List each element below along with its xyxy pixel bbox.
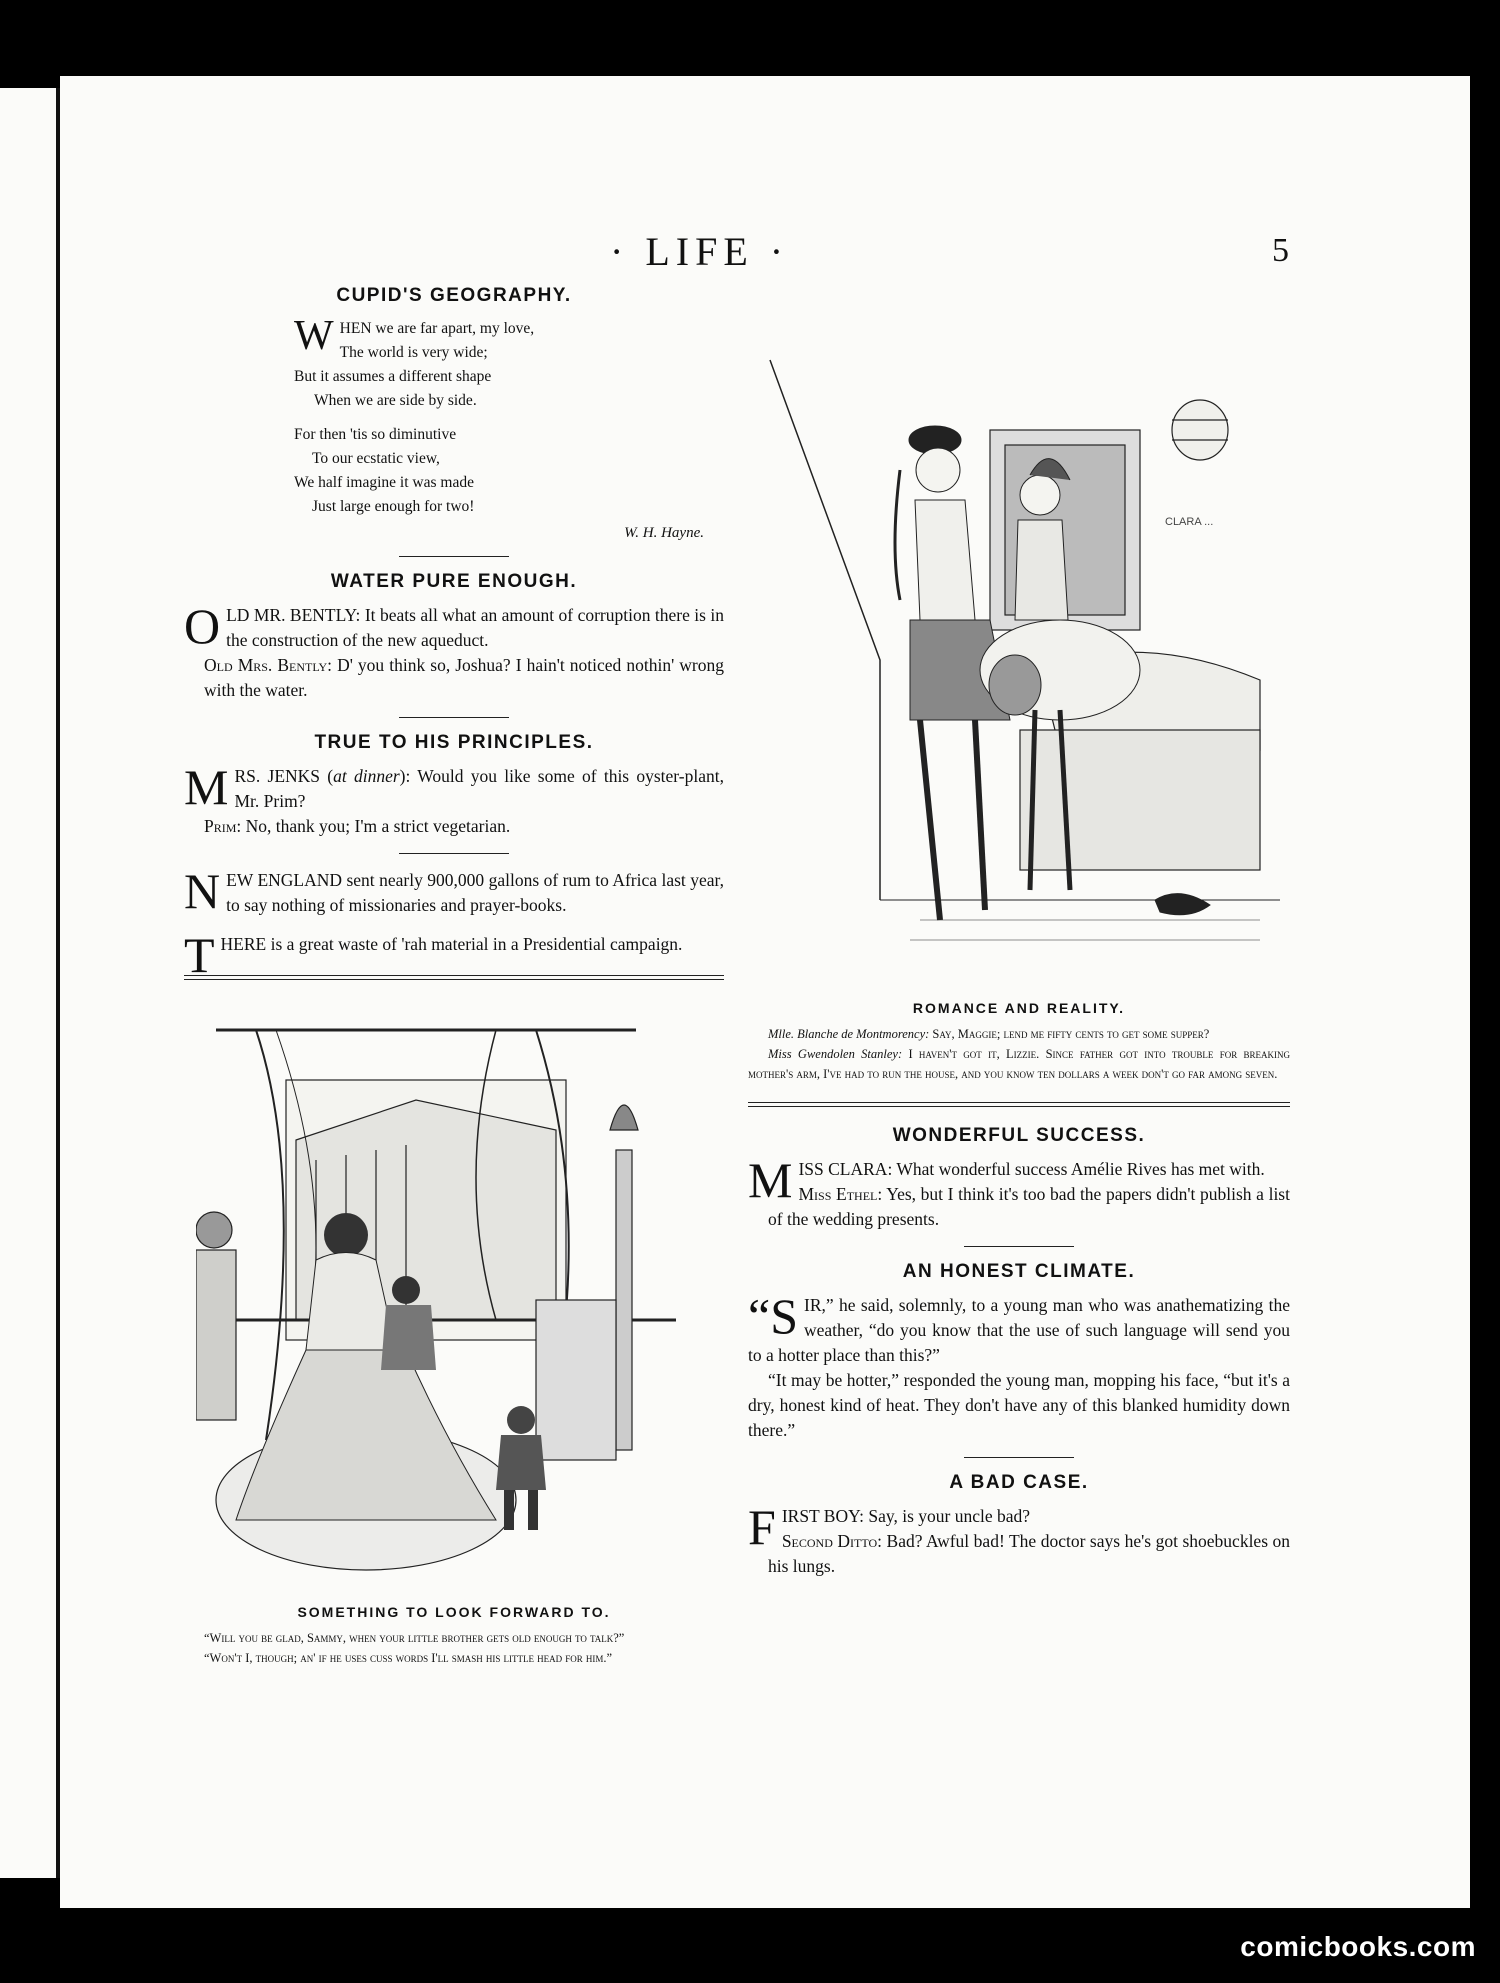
poem-line: Just large enough for two! xyxy=(312,498,475,515)
speaker: Miss Gwendolen Stanley: xyxy=(768,1047,903,1061)
wonderful-success-title: WONDERFUL SUCCESS. xyxy=(892,1125,1146,1146)
caption-line: “Won't I, though; an' if he uses cuss words I'll smash his little head for him.” xyxy=(204,1651,613,1665)
speaker: Mlle. Blanche de Montmorency: xyxy=(768,1027,930,1041)
text: IRST BOY: Say, is your uncle bad? xyxy=(781,1506,1031,1526)
caption-line xyxy=(748,1044,1290,1084)
something-forward-title: SOMETHING TO LOOK FORWARD TO. xyxy=(297,1604,611,1620)
romance-reality-title: ROMANCE AND REALITY. xyxy=(912,1000,1126,1016)
water-pure-title: WATER PURE ENOUGH. xyxy=(330,571,578,592)
spine-page-edge xyxy=(0,88,60,1878)
water-pure-p1-text: LD MR. BENTLY: It beats all what an amount of corruption there is in the construction of the new aqueduct. xyxy=(226,605,724,650)
poem-line: When we are side by side. xyxy=(314,392,477,409)
text: Bad? Awful bad! The doctor says he's got shoebuckles on his lungs. xyxy=(768,1531,1291,1576)
cupids-geography-title: CUPID'S GEOGRAPHY. xyxy=(336,285,572,306)
text: IR,” he said, solemnly, to a young man who was anathematizing the weather, “do you know that the use of such language will send you to a hotter place than this?” xyxy=(748,1295,1290,1365)
caption-line xyxy=(748,1024,1290,1044)
page-number: 5 xyxy=(1272,232,1289,269)
dropcap-o: O xyxy=(184,598,221,654)
double-rule xyxy=(748,1102,1290,1107)
true-principles-p2 xyxy=(184,814,724,839)
honest-climate-p2: “It may be hotter,” responded the young man, mopping his face, “but it's a dry, honest kind of heat. They don't have any of this blanked humidity down there.” xyxy=(748,1370,1290,1440)
double-rule xyxy=(184,975,724,980)
text: Say, Maggie; lend me fifty cents to get some supper? xyxy=(932,1027,1210,1041)
left-column xyxy=(184,285,724,998)
water-pure-p2-text: D' you think so, Joshua? I hain't noticed nothin' wrong with the water. xyxy=(204,655,724,700)
mother-children-window-illustration xyxy=(196,1020,716,1590)
illustration-sign: CLARA ... xyxy=(1165,516,1214,528)
bad-case-title: A BAD CASE. xyxy=(949,1472,1089,1493)
text: I haven't got it, Lizzie. Since father got into trouble for breaking mother's arm, I've had to run the house, and you know ten dollars a week don't go far among seven. xyxy=(748,1047,1291,1081)
honest-climate-title: AN HONEST CLIMATE. xyxy=(902,1261,1136,1282)
waste-paragraph xyxy=(184,927,724,983)
text: ISS CLARA: What wonderful success Amélie Rives has met with. xyxy=(798,1159,1265,1179)
honest-climate-p1 xyxy=(748,1288,1290,1368)
poem-line: The world is very wide; xyxy=(339,344,488,361)
wonderful-success-p2 xyxy=(748,1182,1290,1232)
two-women-dressing-room-illustration xyxy=(760,300,1290,960)
poem-author: W. H. Hayne. xyxy=(624,525,704,541)
text: No, thank you; I'm a strict vegetarian. xyxy=(245,816,511,836)
new-england-paragraph xyxy=(184,863,724,919)
divider xyxy=(964,1457,1074,1458)
text: RS. JENKS ( xyxy=(234,766,334,786)
divider xyxy=(399,717,509,718)
masthead: · LIFE · xyxy=(610,229,790,274)
speaker: Old Mrs. Bently: xyxy=(204,655,333,675)
bad-case-p2 xyxy=(748,1529,1290,1579)
left-caption xyxy=(184,1604,724,1668)
dropcap-w: W xyxy=(294,313,334,359)
poem-line: We half imagine it was made xyxy=(294,474,474,491)
dropcap-m: M xyxy=(748,1152,793,1208)
dropcap-n: N xyxy=(184,863,221,919)
dropcap-s: “S xyxy=(748,1288,798,1344)
dropcap-m: M xyxy=(184,759,229,815)
cupids-geography-poem xyxy=(294,313,724,519)
text: HERE is a great waste of 'rah material in a Presidential campaign. xyxy=(220,934,683,954)
poem-line: For then 'tis so diminutive xyxy=(294,426,457,443)
emphasis: at dinner xyxy=(333,766,400,786)
poem-line: But it assumes a different shape xyxy=(294,368,492,385)
speaker: Prim: xyxy=(204,816,242,836)
poem-line: To our ecstatic view, xyxy=(312,450,440,467)
speaker: Miss Ethel: xyxy=(798,1184,883,1204)
right-column xyxy=(748,1000,1290,1579)
text: Yes, but I think it's too bad the papers didn't publish a list of the wedding presents. xyxy=(768,1184,1290,1229)
divider xyxy=(964,1246,1074,1247)
dropcap-f: F xyxy=(748,1499,776,1555)
water-pure-p2 xyxy=(184,653,724,703)
caption-line: “Will you be glad, Sammy, when your little brother gets old enough to talk?” xyxy=(204,1631,625,1645)
speaker: Second Ditto: xyxy=(781,1531,883,1551)
text: EW ENGLAND sent nearly 900,000 gallons of rum to Africa last year, to say nothing of missionaries and prayer-books. xyxy=(226,870,724,915)
divider xyxy=(399,853,509,854)
true-principles-p1 xyxy=(184,759,724,815)
dropcap-t: T xyxy=(184,927,215,983)
text: ): Would you like some of this oyster-plant, Mr. Prim? xyxy=(234,766,724,811)
water-pure-p1 xyxy=(184,598,724,654)
poem-line: HEN we are far apart, my love, xyxy=(339,320,535,337)
true-principles-title: TRUE TO HIS PRINCIPLES. xyxy=(314,732,594,753)
watermark-logo: comicbooks.com xyxy=(1240,1931,1476,1962)
divider xyxy=(399,556,509,557)
